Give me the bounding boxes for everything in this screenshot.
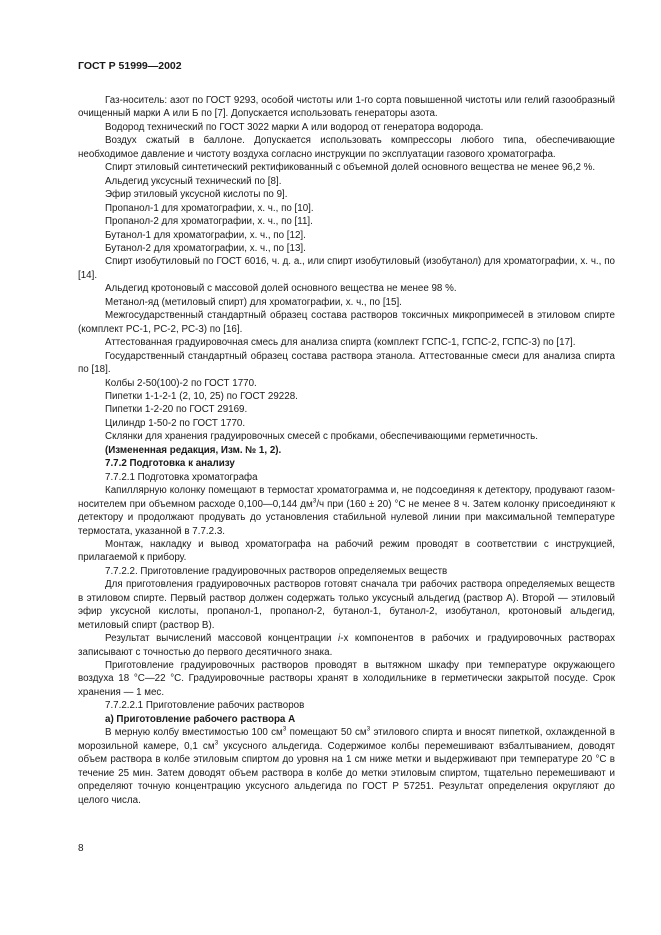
paragraph: Государственный стандартный образец состава раствора этанола. Аттестованные смеси для анализа спирта по [18]. <box>78 350 615 376</box>
paragraph: Пипетки 1-2-20 по ГОСТ 29169. <box>105 404 248 416</box>
paragraph: Метанол-яд (метиловый спирт) для хроматографии, х. ч., по [15]. <box>105 296 402 308</box>
subsection-heading: 7.7.2.1 Подготовка хроматографа <box>105 471 258 483</box>
section-heading: 7.7.2 Подготовка к анализу <box>105 458 235 470</box>
paragraph: Эфир этиловый уксусной кислоты по 9]. <box>105 189 288 201</box>
paragraph: Пропанол-2 для хроматографии, х. ч., по [11]. <box>105 216 313 228</box>
paragraph: Спирт изобутиловый по ГОСТ 6016, ч. д. а., или спирт изобутиловый (изобутанол) для хроматографии, х. ч., по [14]. <box>78 256 615 281</box>
item-heading: а) Приготовление рабочего раствора А <box>105 713 296 725</box>
page-body <box>78 94 615 807</box>
paragraph: Монтаж, накладку и вывод хроматографа на рабочий режим проводят в соответствии с инструкцией, прилагаемой к прибору. <box>78 538 615 564</box>
paragraph: Пропанол-1 для хроматографии, х. ч., по [10]. <box>105 202 314 214</box>
paragraph: Пипетки 1-1-2-1 (2, 10, 25) по ГОСТ 29228. <box>105 390 298 402</box>
subsection-heading: 7.7.2.2. Приготовление градуировочных растворов определяемых веществ <box>105 565 448 577</box>
paragraph: Воздух сжатый в баллоне. Допускается использовать компрессоры любого типа, обеспечивающие необходимое давление и чистоту воздуха согласно инструкции по эксплуатации газового хроматографа. <box>78 135 615 160</box>
paragraph: Спирт этиловый синтетический ректификованный с объемной долей основного вещества не менее 96,2 %. <box>105 162 596 174</box>
paragraph: Аттестованная градуировочная смесь для анализа спирта (комплект ГСПС-1, ГСПС-2, ГСПС-3) по [17]. <box>105 337 576 349</box>
amendment-note: (Измененная редакция, Изм. № 1, 2). <box>105 444 282 456</box>
paragraph: Бутанол-1 для хроматографии, х. ч., по [12]. <box>105 229 306 241</box>
paragraph: Капиллярную колонку помещают в термостат хроматограмма и, не подсоединяя к детектору, продувают газом-носителем при объемном расходе 0,100—0,144 $дм^3/ч$ при (160 ± 20) °С не менее 8 ч. Затем колонку присоединяют к детектору и продолжают продувать до установления стабильной нулевой линии при максимальной температуре термостата, указанной в 7.7.2.3. <box>78 485 615 537</box>
paragraph: Бутанол-2 для хроматографии, х. ч., по [13]. <box>105 242 306 254</box>
paragraph: Водород технический по ГОСТ 3022 марки А или водород от генератора водорода. <box>105 121 484 133</box>
paragraph: Склянки для хранения градуировочных смесей с пробками, обеспечивающими герметичность. <box>105 431 538 443</box>
paragraph: Колбы 2-50(100)-2 по ГОСТ 1770. <box>105 377 257 389</box>
paragraph: Межгосударственный стандартный образец состава растворов токсичных микропримесей в этиловом спирте (комплект PC-1, PC-2, PC-3) по [16]. <box>78 310 615 335</box>
paragraph: Альдегид кротоновый с массовой долей основного вещества не менее 98 %. <box>105 283 457 295</box>
paragraph: В мерную колбу вместимостью 100 $см^3$ помещают 50 $см^3$ этилового спирта и вносят пипеткой, охлажденной в морозильной камере, 0,1 $см^3$ уксусного альдегида. Содержимое колбы перемешивают взбалтыванием, доводят объем раствора в колбе этиловым спиртом до уровня на 1 см ниже метки и выдерживают при температуре 20 °С в течение 25 мин. Затем доводят объем раствора в колбе до метки этиловым спиртом, тщательно перемешивают и определяют точную концентрацию уксусного альдегида по ГОСТ Р 57251. Результат определения округляют до целого числа. <box>78 726 615 806</box>
paragraph: Газ-носитель: азот по ГОСТ 9293, особой чистоты или 1-го сорта повышенной чистоты или гелий газообразный очищенный марки А или Б по [7]. Допускается использовать генераторы азота. <box>78 95 615 120</box>
paragraph: Результат вычислений массовой концентрации i-х компонентов в рабочих и градуировочных растворах записывают с точностью до первого десятичного знака. <box>78 633 615 658</box>
document-header: ГОСТ Р 51999—2002 <box>78 60 182 72</box>
paragraph: Альдегид уксусный технический по [8]. <box>105 175 282 187</box>
subsection-heading: 7.7.2.2.1 Приготовление рабочих растворов <box>105 700 305 712</box>
page-number: 8 <box>78 843 84 854</box>
paragraph: Цилиндр 1-50-2 по ГОСТ 1770. <box>105 417 246 429</box>
paragraph: Для приготовления градуировочных растворов готовят сначала три рабочих раствора определяемых веществ в этиловом спирте. Первый раствор должен содержать только уксусный альдегид (раствор А). Второй — этиловый эфир уксусной кислоты, пропанол-1, пропанол-2, бутанол-1, бутанол-2, изобутанол, кротоновый альдегид, метиловый спирт (раствор В). <box>78 579 615 631</box>
paragraph: Приготовление градуировочных растворов проводят в вытяжном шкафу при температуре окружающего воздуха 18 °С—22 °С. Градуировочные растворы хранят в холодильнике в герметически закрытой посуде. Срок хранения — 1 мес. <box>78 660 615 698</box>
